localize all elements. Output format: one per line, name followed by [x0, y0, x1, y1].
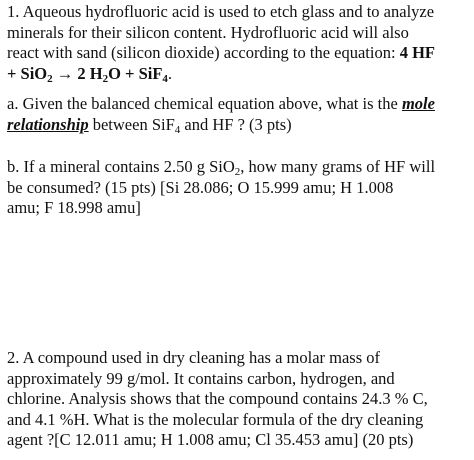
eq-sio2: + SiO	[7, 63, 48, 83]
q1-equation-reactant-hf: 4 HF	[399, 43, 435, 62]
eq-period: .	[167, 63, 173, 83]
question-a	[7, 94, 469, 135]
qa-line-1	[7, 94, 469, 115]
qb-line-2: be consumed? (15 pts) [Si 28.086; O 15.999 amu; H 1.008	[7, 177, 394, 197]
q1-line-3	[7, 43, 469, 64]
qa-line-2-end: and HF ? (3 pts)	[180, 114, 292, 134]
q2-line-1: 2. A compound used in dry cleaning has a molar mass of	[7, 348, 381, 367]
question-b	[7, 157, 469, 219]
qa-sif4-subscript: 4	[174, 123, 181, 136]
qa-line-2	[7, 115, 469, 136]
qb-line-1-text: b. If a mineral contains 2.50 g SiO	[7, 157, 235, 176]
qb-line-1-end: , how many grams of HF will	[240, 157, 436, 176]
question-2	[7, 348, 469, 451]
eq-sio2-subscript: 2	[47, 72, 53, 85]
qb-line-3: amu; F 18.998 amu]	[7, 198, 141, 217]
q1-line-3-text: react with sand (silicon dioxide) according to the equation:	[7, 43, 400, 62]
eq-arrow-h2o: → 2 H	[52, 63, 103, 83]
qa-line-1-text: a. Given the balanced chemical equation above, what is the	[7, 94, 402, 113]
q2-line-2: approximately 99 g/mol. It contains carbon, hydrogen, and	[7, 368, 395, 388]
q2-line-5: agent ?[C 12.011 amu; H 1.008 amu; Cl 35.453 amu] (20 pts)	[7, 430, 414, 449]
q2-line-3: chlorine. Analysis shows that the compound contains 24.3 % C,	[7, 389, 428, 408]
q1-equation	[7, 64, 469, 85]
qa-emphasis-mole: mole	[401, 94, 435, 113]
eq-sif4-subscript: 4	[162, 72, 168, 85]
qb-sio2-subscript: 2	[234, 166, 241, 178]
q1-line-1: 1. Aqueous hydrofluoric acid is used to etch glass and to analyze	[7, 2, 435, 21]
qb-line-1	[7, 157, 469, 178]
q2-line-4: and 4.1 %H. What is the molecular formula of the dry cleaning	[7, 409, 424, 429]
q1-line-2: minerals for their silicon content. Hydrofluoric acid will also	[7, 22, 409, 42]
eq-h2o-subscript: 2	[102, 72, 109, 85]
qa-emphasis-relationship: relationship	[7, 114, 89, 134]
question-1	[7, 2, 469, 84]
qa-line-2-mid: between SiF	[88, 114, 175, 134]
eq-h2o-sif4: O + SiF	[108, 63, 163, 83]
